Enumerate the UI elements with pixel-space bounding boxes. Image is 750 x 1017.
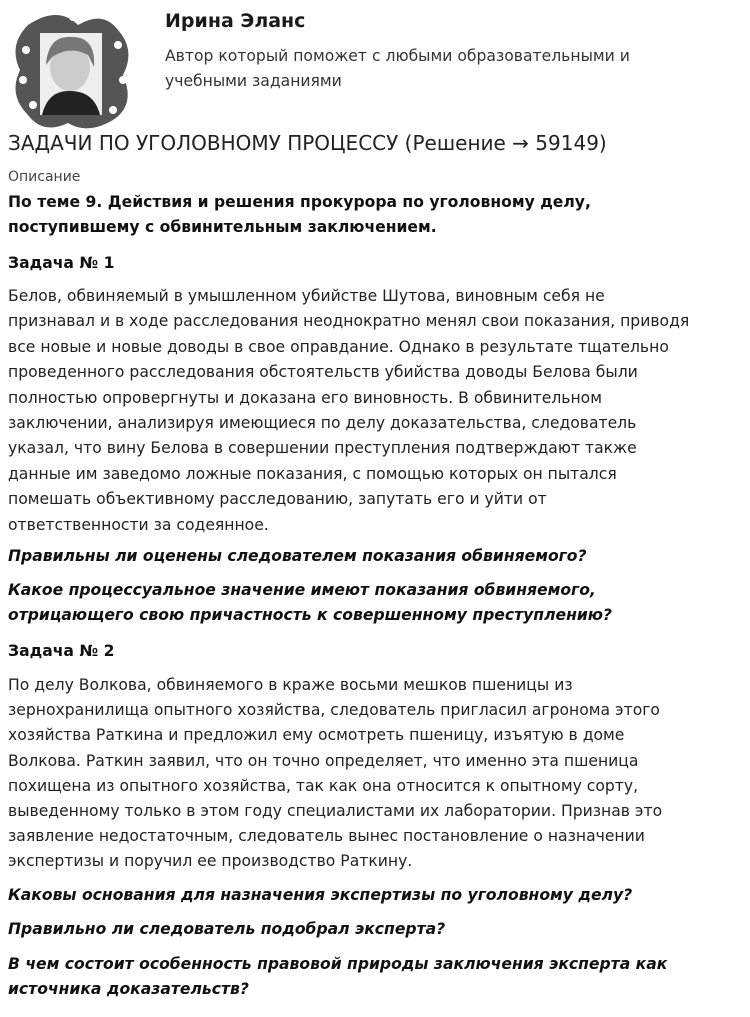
task2-question-1: Каковы основания для назначения экспертизы по уголовному делу? <box>8 886 633 904</box>
text-line: признавал и в ходе расследования неоднократно менял свои показания, приводя <box>8 312 690 331</box>
topic-line: По теме 9. Действия и решения прокурора по уголовному делу, <box>8 193 591 211</box>
tagline-line: учебными заданиями <box>165 72 342 90</box>
text-line: заявление недостаточным, следователь вынес постановление о назначении <box>8 827 645 846</box>
question-line: Какое процессуальное значение имеют показания обвиняемого, <box>8 581 596 599</box>
text-line: ответственности за содеянное. <box>8 515 269 534</box>
task2-text <box>8 673 662 875</box>
text-line: выведенному только в этом году специалистами их лаборатории. Признав это <box>8 802 663 821</box>
tagline-line: Автор который поможет с любыми образовательными и <box>165 47 630 65</box>
text-line: Волкова. Раткин заявил, что он точно определяет, что именно эта пшеница <box>8 751 639 770</box>
page-title: ЗАДАЧИ ПО УГОЛОВНОМУ ПРОЦЕССУ (Решение → 59149) <box>8 131 607 155</box>
question-line: В чем состоит особенность правовой природы заключения эксперта как <box>8 955 668 973</box>
author-avatar <box>8 5 136 135</box>
text-line: Белов, обвиняемый в умышленном убийстве Шутова, виновным себя не <box>8 287 605 305</box>
text-line: полностью опровергнуты и доказана его виновность. В обвинительном <box>8 388 602 407</box>
task2-heading: Задача № 2 <box>8 642 115 660</box>
author-tagline <box>165 44 630 94</box>
task1-question-2 <box>8 578 612 628</box>
text-line: По делу Волкова, обвиняемого в краже восьми мешков пшеницы из <box>8 676 573 694</box>
text-line: указал, что вину Белова в совершении преступления подтверждают также <box>8 439 637 458</box>
text-line: помешать объективному расследованию, запутать его и уйти от <box>8 490 547 509</box>
text-line: все новые и новые доводы в свое оправдание. Однако в результате тщательно <box>8 337 669 356</box>
text-line: заключении, анализируя имеющиеся по делу доказательства, следователь <box>8 414 637 433</box>
text-line: хозяйства Раткина и предложил ему осмотреть пшеницу, изъятую в доме <box>8 726 625 745</box>
task1-text <box>8 284 689 538</box>
question-line: источника доказательств? <box>8 980 249 998</box>
text-line: данные им заведомо ложные показания, с помощью которых он пытался <box>8 464 617 483</box>
text-line: проведенного расследования обстоятельств убийства доводы Белова были <box>8 363 638 382</box>
topic <box>8 190 591 240</box>
text-line: зернохранилища опытного хозяйства, следователь пригласил агронома этого <box>8 701 660 720</box>
text-line: экспертизы и поручил ее производство Раткину. <box>8 852 413 871</box>
task1-heading: Задача № 1 <box>8 254 115 272</box>
task1-question-1: Правильны ли оценены следователем показания обвиняемого? <box>8 547 587 565</box>
task2-question-2: Правильно ли следователь подобрал эксперта? <box>8 920 446 938</box>
text-line: похищена из опытного хозяйства, так как она относится к опытному сорту, <box>8 776 639 795</box>
question-line: отрицающего свою причастность к совершенному преступлению? <box>8 606 612 624</box>
author-name: Ирина Эланс <box>165 10 306 32</box>
topic-line: поступившему с обвинительным заключением. <box>8 218 437 236</box>
description-label: Описание <box>8 169 81 185</box>
task2-question-3 <box>8 952 667 1002</box>
